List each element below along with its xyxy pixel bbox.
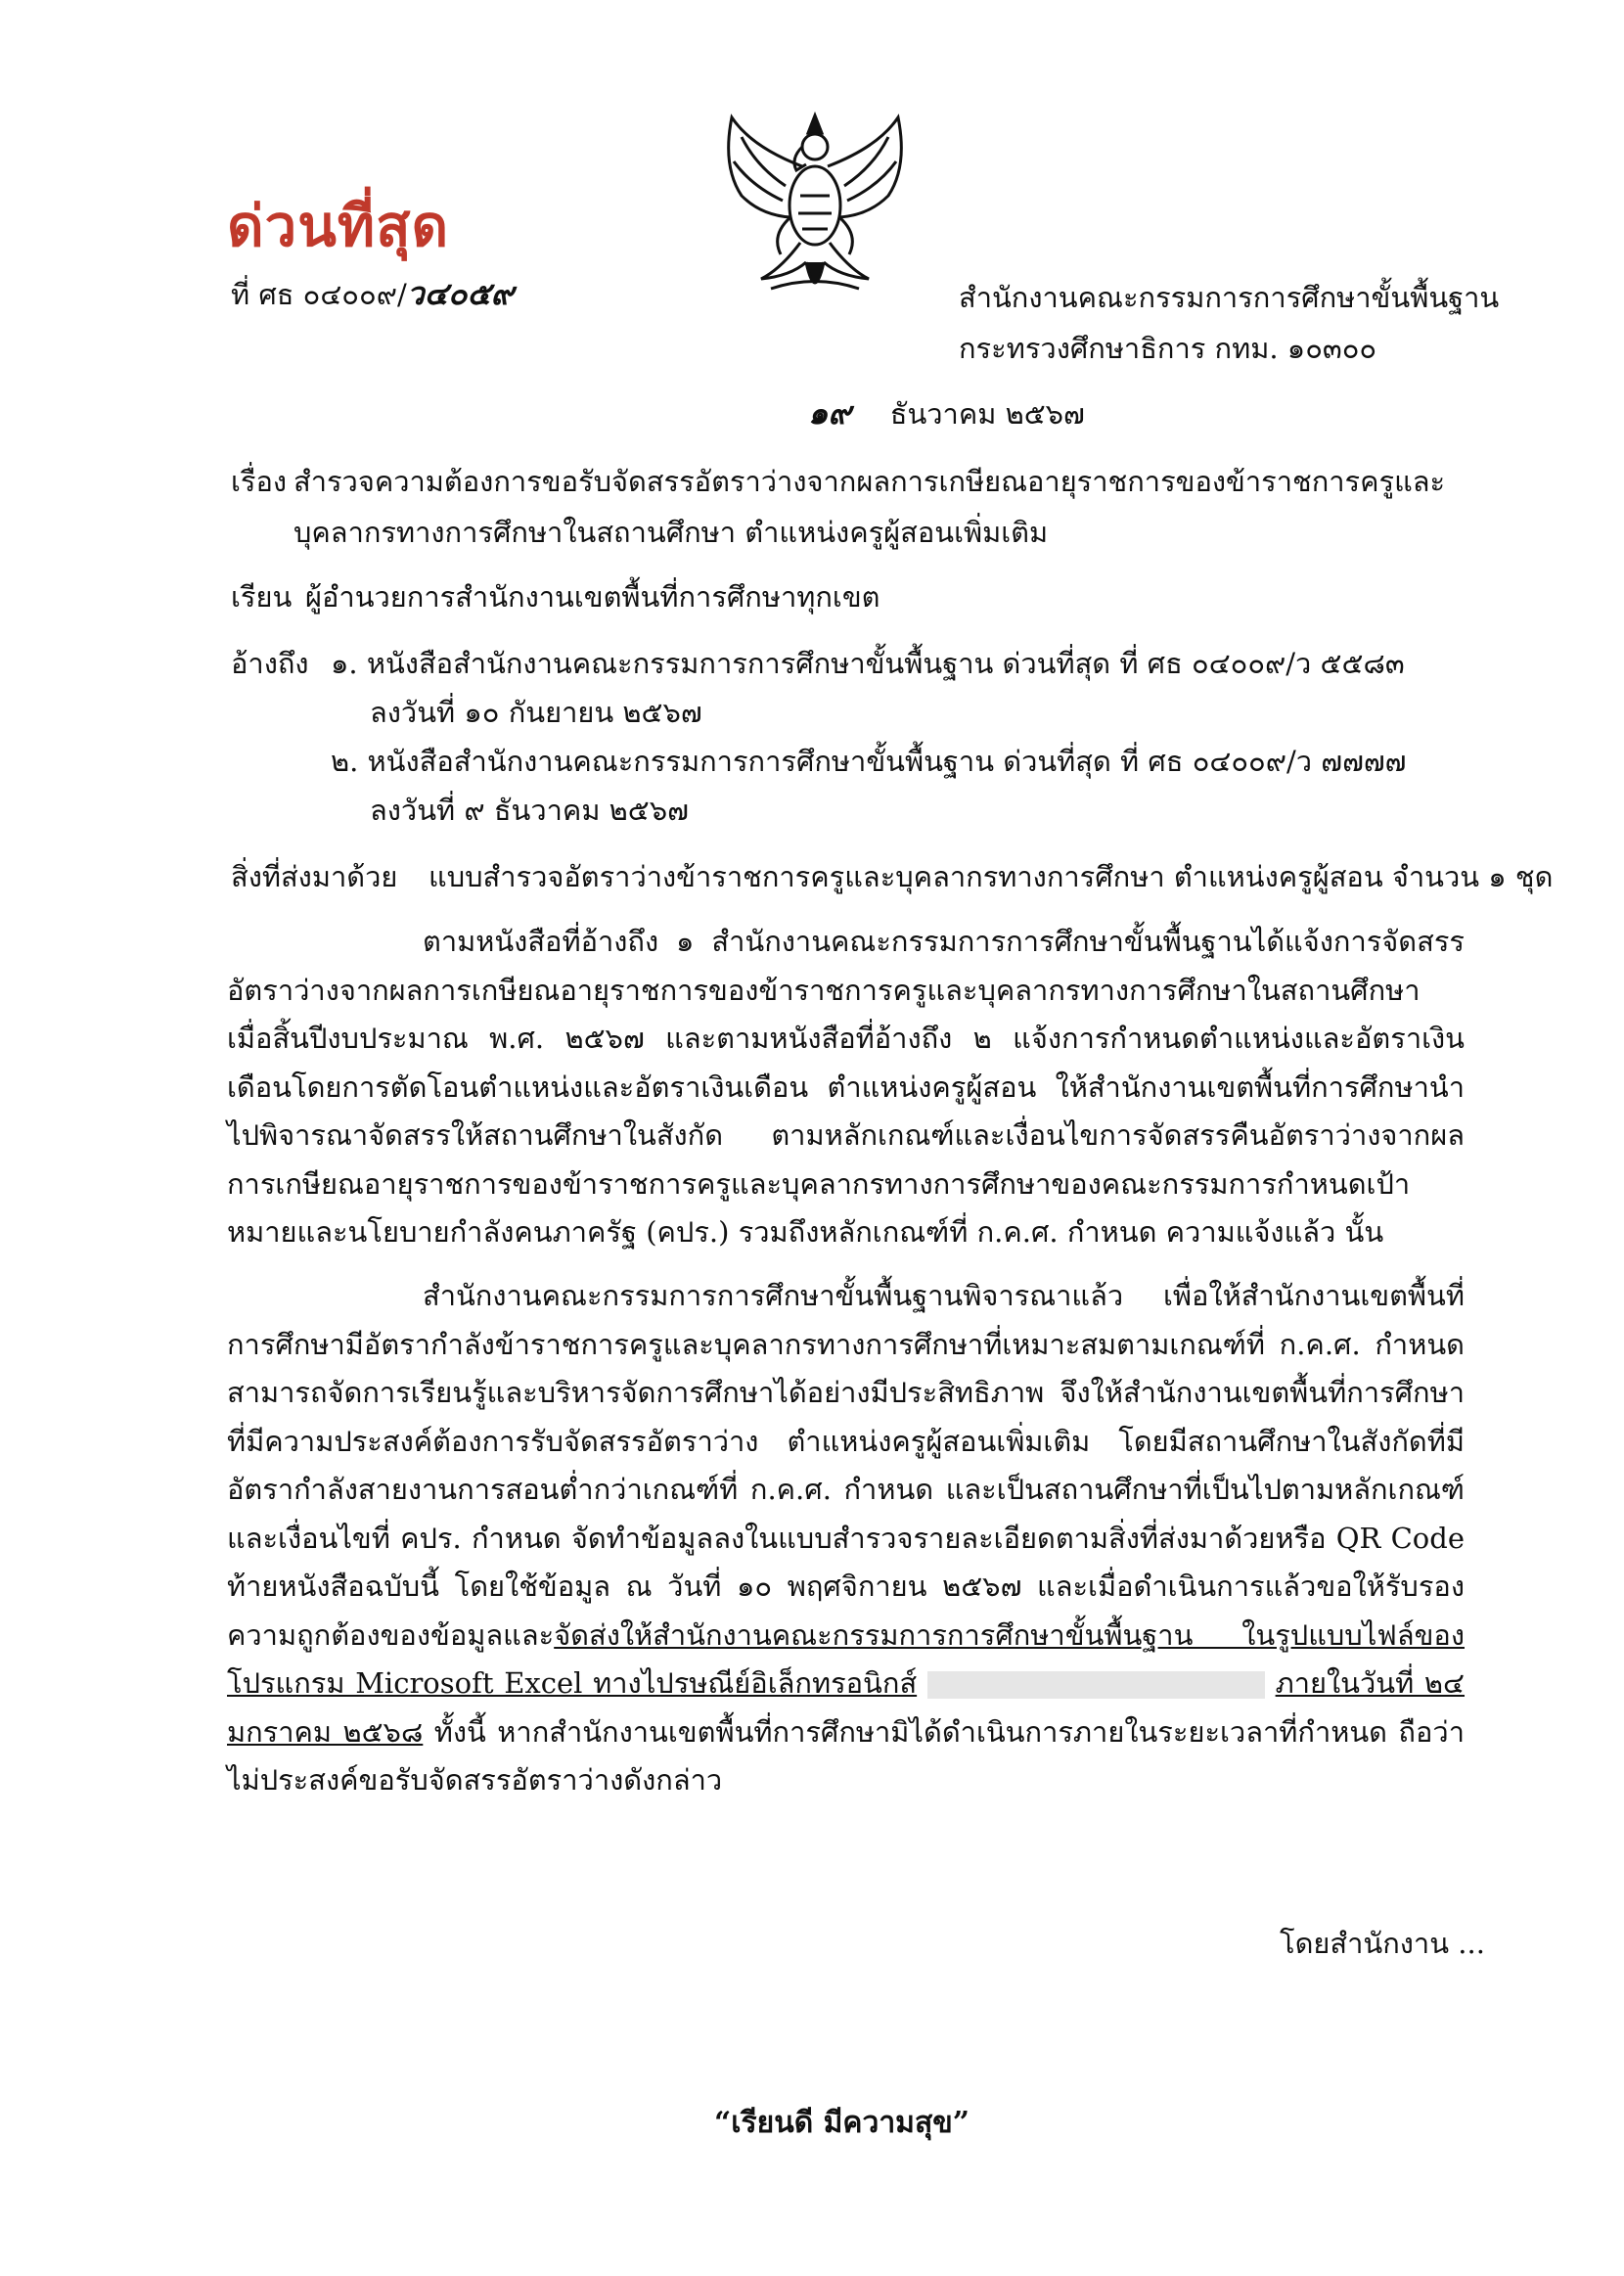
reference-1-line-1: ๑. หนังสือสำนักงานคณะกรรมการการศึกษาขั้นพื้นฐาน ด่วนที่สุด ที่ ศธ ๐๔๐๐๙/ว ๕๕๘๓ xyxy=(331,647,1405,680)
enclosure-text: แบบสำรวจอัตราว่างข้าราชการครูและบุคลากรทางการศึกษา ตำแหน่งครูผู้สอน จำนวน ๑ ชุด xyxy=(429,860,1554,893)
office-address: กระทรวงศึกษาธิการ กทม. ๑๐๓๐๐ xyxy=(959,332,1377,365)
subject-line-2: บุคลากรทางการศึกษาในสถานศึกษา ตำแหน่งครูผู้สอนเพิ่มเติม xyxy=(293,516,1049,549)
body-paragraph-2 xyxy=(227,1272,1465,1805)
motto: “เรียนดี มีความสุข” xyxy=(714,2106,970,2140)
document-number-handwritten: ว๔๐๕๙ xyxy=(406,275,515,312)
body-paragraph-2-closing: ทั้งนี้ หากสำนักงานเขตพื้นที่การศึกษามิได้ดำเนินการภายในระยะเวลาที่กำหนด ถือว่าไม่ประสงค์ขอรับจัดสรรอัตราว่างดังกล่าว xyxy=(227,1714,1465,1797)
reference-1-line-2: ลงวันที่ ๑๐ กันยายน ๒๕๖๗ xyxy=(370,696,702,729)
submission-deadline: ภายในวันที่ ๒๔ มกราคม ๒๕๖๘ xyxy=(227,1666,1466,1749)
date-month-year: ธันวาคม ๒๕๖๗ xyxy=(889,397,1085,431)
reference-2-line-1: ๒. หนังสือสำนักงานคณะกรรมการการศึกษาขั้นพื้นฐาน ด่วนที่สุด ที่ ศธ ๐๔๐๐๙/ว ๗๗๗๗ xyxy=(331,745,1407,778)
document-number xyxy=(231,272,514,316)
garuda-emblem-icon xyxy=(712,108,918,317)
recipient-text: ผู้อำนวยการสำนักงานเขตพื้นที่การศึกษาทุกเขต xyxy=(305,580,880,614)
body-paragraph-2-intro: สำนักงานคณะกรรมการการศึกษาขั้นพื้นฐานพิจารณาแล้ว เพื่อให้สำนักงานเขตพื้นที่การศึกษามีอัตรากำลังข้าราชการครูและบุคลากรทางการศึกษาที่เหมาะสมตามเกณฑ์ที่ ก.ค.ศ. กำหนด สามารถจัดการเรียนรู้และบริหารจัดการศึกษาได้อย่างมีประสิทธิภาพ จึงให้สำนักงานเขตพื้นที่การศึกษาที่มีความประสงค์ต้องการรับจัดสรรอัตราว่าง ตำแหน่งครูผู้สอนเพิ่มเติม โดยมีสถานศึกษาในสังกัดที่มีอัตรากำลังสายงานการสอนต่ำกว่าเกณฑ์ที่ ก.ค.ศ. กำหนด และเป็นสถานศึกษาที่เป็นไปตามหลักเกณฑ์และเงื่อนไขที่ คปร. กำหนด จัดทำข้อมูลลงในแบบสำรวจรายละเอียดตามสิ่งที่ส่งมาด้วยหรือ QR Code ท้ายหนังสือฉบับนี้ โดยใช้ข้อมูล ณ วันที่ ๑๐ พฤศจิกายน ๒๕๖๗ และเมื่อดำเนินการแล้วขอให้รับรองความถูกต้องของข้อมูลและ xyxy=(227,1279,1465,1652)
document-date xyxy=(808,391,1085,435)
enclosure-label: สิ่งที่ส่งมาด้วย xyxy=(231,860,398,893)
references-label: อ้างถึง xyxy=(231,647,309,680)
continuation-text: โดยสำนักงาน ... xyxy=(1280,1927,1485,1960)
subject-label: เรื่อง xyxy=(231,465,288,498)
body-paragraph-1: ตามหนังสือที่อ้างถึง ๑ สำนักงานคณะกรรมการการศึกษาขั้นพื้นฐานได้แจ้งการจัดสรรอัตราว่างจากผลการเกษียณอายุราชการของข้าราชการครูและบุคลากรทางการศึกษาในสถานศึกษา เมื่อสิ้นปีงบประมาณ พ.ศ. ๒๕๖๗ และตามหนังสือที่อ้างถึง ๒ แจ้งการกำหนดตำแหน่งและอัตราเงินเดือนโดยการตัดโอนตำแหน่งและอัตราเงินเดือน ตำแหน่งครูผู้สอน ให้สำนักงานเขตพื้นที่การศึกษานำไปพิจารณาจัดสรรให้สถานศึกษาในสังกัด ตามหลักเกณฑ์และเงื่อนไขการจัดสรรคืนอัตราว่างจากผลการเกษียณอายุราชการของข้าราชการครูและบุคลากรทางการศึกษาของคณะกรรมการกำหนดเป้าหมายและนโยบายกำลังคนภาครัฐ (คปร.) รวมถึงหลักเกณฑ์ที่ ก.ค.ศ. กำหนด ความแจ้งแล้ว นั้น xyxy=(227,925,1465,1249)
submission-instruction: จัดส่งให้สำนักงานคณะกรรมการการศึกษาขั้นพื้นฐาน ในรูปแบบไฟล์ของโปรแกรม Microsoft Excel ทางไปรษณีย์อิเล็กทรอนิกส์ xyxy=(227,1617,1465,1700)
office-name: สำนักงานคณะกรรมการการศึกษาขั้นพื้นฐาน xyxy=(959,281,1500,314)
document-number-prefix: ที่ ศธ ๐๔๐๐๙/ xyxy=(231,278,407,311)
reference-2-line-2: ลงวันที่ ๙ ธันวาคม ๒๕๖๗ xyxy=(370,794,689,827)
urgency-stamp: ด่วนที่สุด xyxy=(227,193,450,259)
date-day-handwritten: ๑๙ xyxy=(808,394,851,432)
subject-line-1: สำรวจความต้องการขอรับจัดสรรอัตราว่างจากผลการเกษียณอายุราชการของข้าราชการครูและ xyxy=(293,465,1446,498)
recipient-label: เรียน xyxy=(231,580,293,614)
redacted-email xyxy=(927,1671,1265,1699)
